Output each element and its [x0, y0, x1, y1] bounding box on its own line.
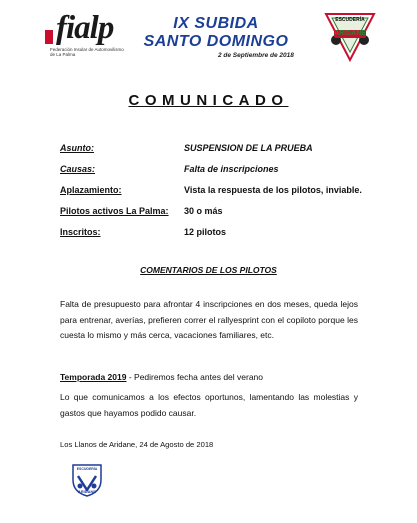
subject-label: Asunto: [60, 143, 94, 153]
escuderia-aridane-logo [322, 10, 378, 62]
active-pilots-label: Pilotos activos La Palma: [60, 206, 169, 216]
fialp-logo-subtitle: Federación Insular de Automovilismo de La Palma [50, 47, 124, 57]
escuderia-logo-bottom-text: ARIDANE [334, 30, 366, 37]
escuderia-logo-top-text: ESCUDERÍA [335, 17, 365, 23]
causes-label: Causas: [60, 164, 96, 174]
active-pilots-value: 30 o más [184, 206, 223, 216]
comments-paragraph: Falta de presupuesto para afrontar 4 inscripciones en dos meses, queda lejos para entrenar, averías, prefieren correr el rallyesprint con el copiloto porque les cuesta lo mismo y más cerca, vacaciones familiares, etc. [60, 299, 358, 340]
footer-shield-logo [70, 462, 104, 498]
postponement-label: Aplazamiento: [60, 185, 122, 195]
footer-logo-bottom-text: ARIDANE [77, 489, 97, 494]
registered-value: 12 pilotos [184, 227, 227, 237]
comments-heading: COMENTARIOS DE LOS PILOTOS [140, 265, 277, 275]
registered-label: Inscritos: [60, 227, 101, 237]
fialp-logo-mark [45, 30, 53, 44]
event-title-line1: IX SUBIDA [173, 15, 259, 32]
closing-paragraph: Lo que comunicamos a los efectos oportunos, lamentando las molestias y gastos que hayamos podido causar. [60, 392, 358, 418]
season-text: - Pediremos fecha antes del verano [126, 372, 264, 382]
page-title: COMUNICADO [128, 92, 289, 109]
subject-value: SUSPENSION DE LA PRUEBA [184, 143, 313, 153]
postponement-value: Vista la respuesta de los pilotos, inviable. [184, 185, 362, 195]
season-label: Temporada 2019 [60, 372, 127, 382]
signoff-place-date: Los Llanos de Aridane, 24 de Agosto de 2018 [60, 440, 214, 449]
event-title-line2: SANTO DOMINGO [143, 33, 289, 50]
causes-value: Falta de inscripciones [184, 164, 279, 174]
event-date: 2 de Septiembre de 2018 [218, 52, 294, 59]
fialp-logo: fialp [56, 10, 114, 46]
footer-logo-top-text: ESCUDERÍA [76, 467, 98, 471]
season-line [60, 370, 358, 386]
